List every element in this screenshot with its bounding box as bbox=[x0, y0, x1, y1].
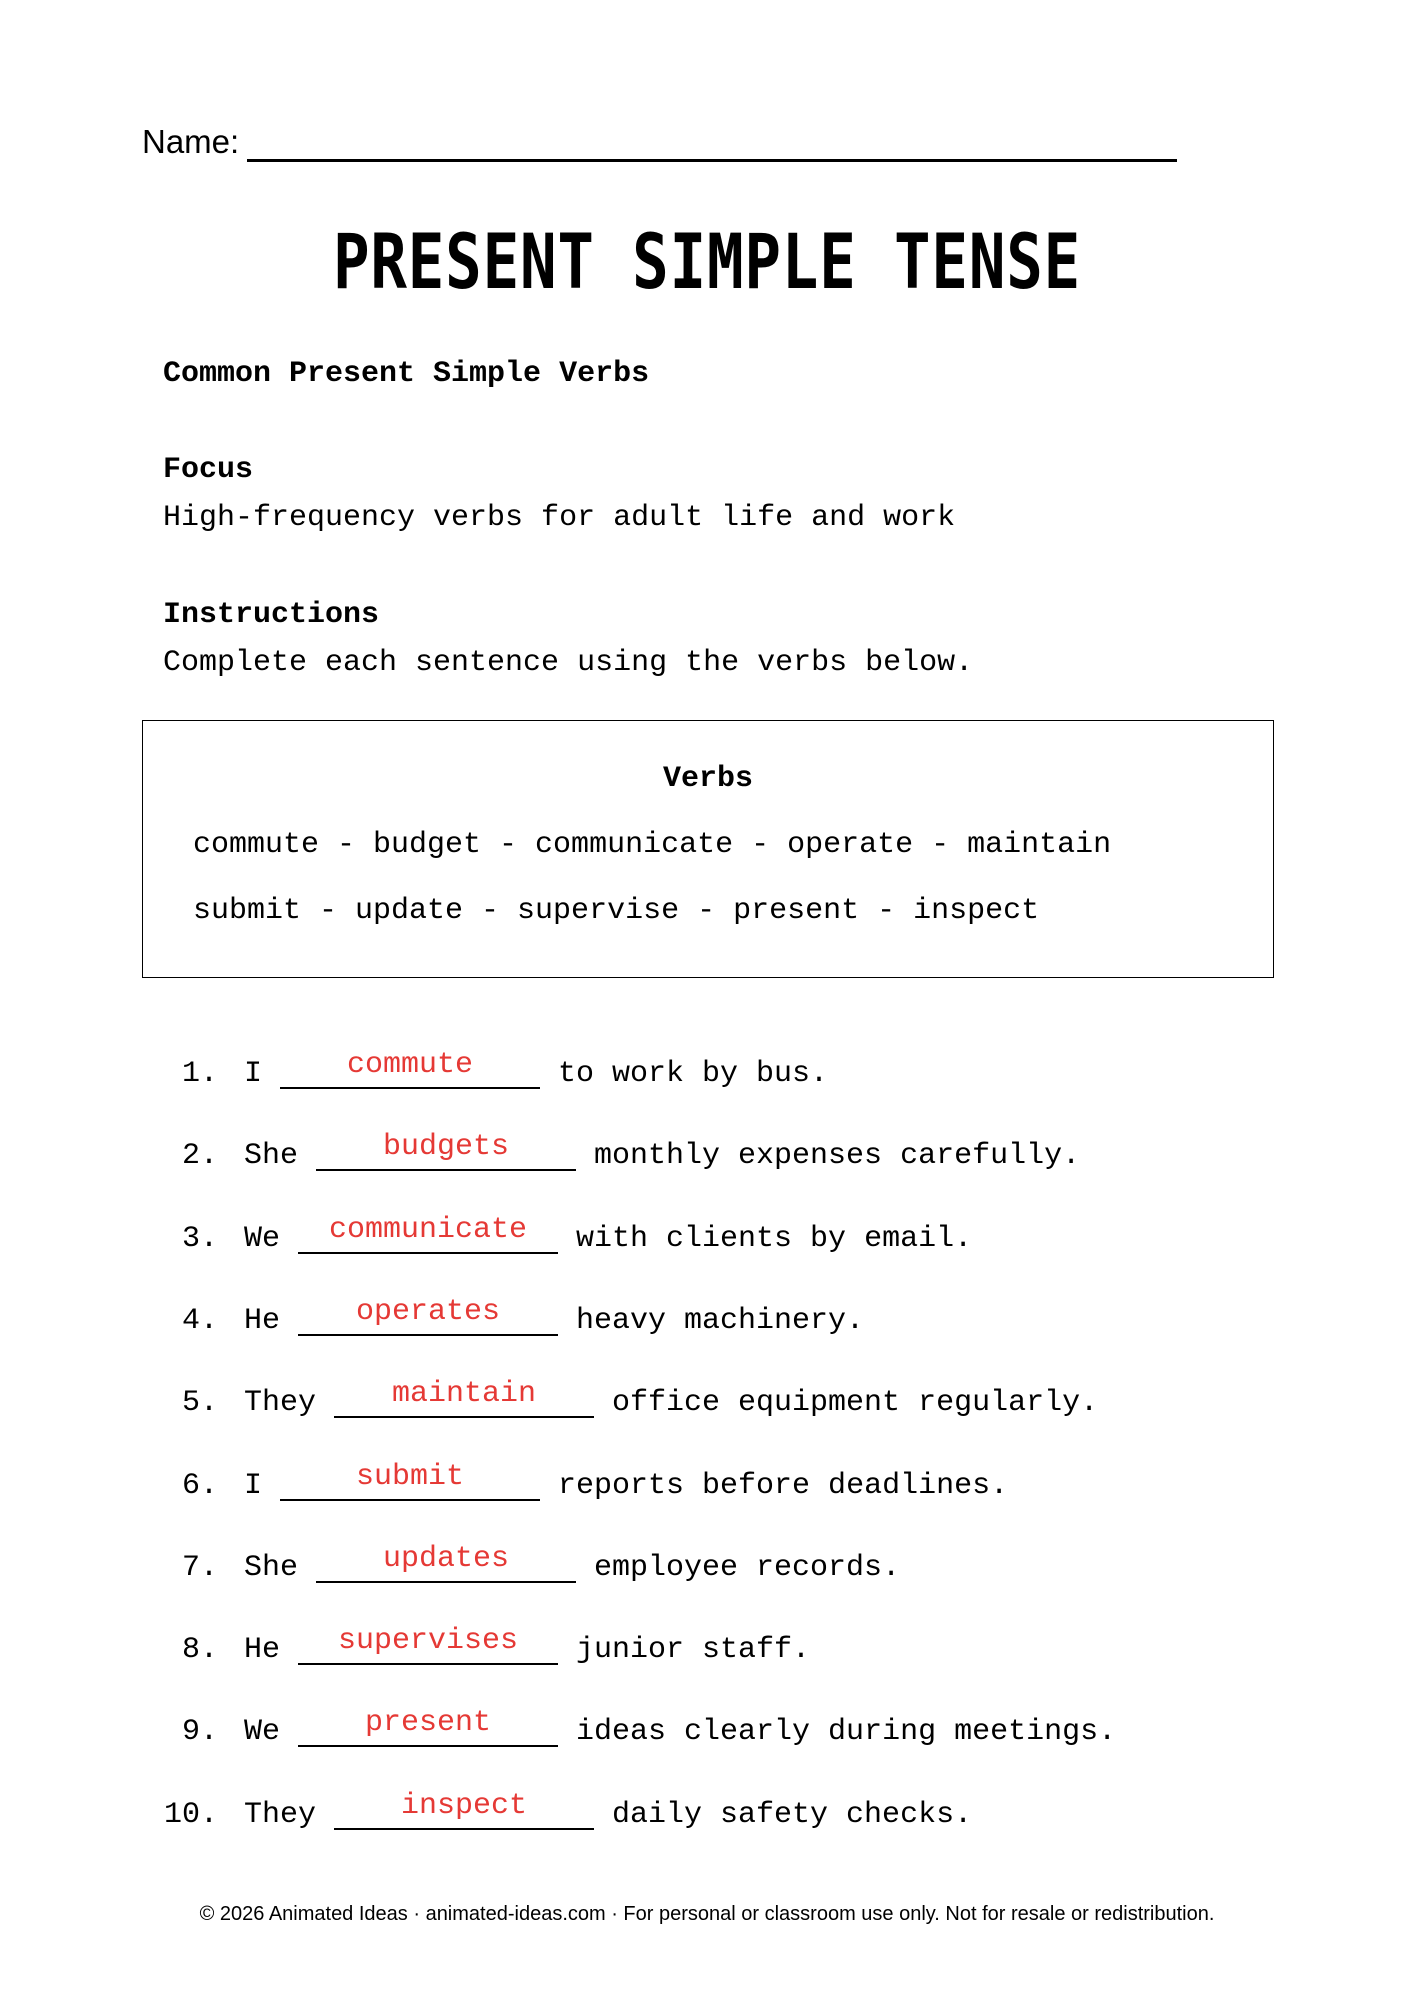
exercise-row bbox=[0, 1377, 1414, 1433]
exercise-row bbox=[0, 1130, 1414, 1186]
blank-underline bbox=[280, 1087, 540, 1089]
exercise-sentence bbox=[244, 1541, 901, 1588]
exercise-row bbox=[0, 1541, 1414, 1598]
answer-text: maintain bbox=[392, 1377, 537, 1412]
name-blank-line[interactable] bbox=[247, 129, 1177, 162]
focus-heading: Focus bbox=[163, 453, 254, 487]
exercise-sentence bbox=[244, 1377, 1099, 1423]
exercise-rest: junior staff. bbox=[576, 1633, 811, 1668]
subtitle: Common Present Simple Verbs bbox=[163, 357, 650, 391]
answer-blank[interactable] bbox=[280, 1459, 540, 1506]
answer-text: operates bbox=[356, 1294, 501, 1329]
exercise-sentence bbox=[244, 1459, 1009, 1506]
answer-text: budgets bbox=[383, 1130, 510, 1165]
exercise-rest: with clients by email. bbox=[576, 1221, 973, 1256]
exercise-number: 10. bbox=[163, 1797, 218, 1832]
blank-underline bbox=[316, 1581, 576, 1583]
exercise-subject: She bbox=[244, 1550, 299, 1585]
blank-underline bbox=[298, 1745, 558, 1747]
answer-blank[interactable] bbox=[334, 1377, 594, 1423]
instructions-text: Complete each sentence using the verbs below. bbox=[163, 646, 974, 680]
answer-blank[interactable] bbox=[280, 1048, 540, 1094]
exercise-subject: I bbox=[244, 1057, 263, 1091]
exercise-row bbox=[0, 1459, 1414, 1516]
exercise-sentence bbox=[244, 1624, 811, 1670]
answer-blank[interactable] bbox=[316, 1541, 576, 1588]
exercise-rest: to work by bus. bbox=[558, 1057, 829, 1091]
exercise-rest: daily safety checks. bbox=[612, 1797, 973, 1832]
answer-blank[interactable] bbox=[298, 1294, 558, 1341]
exercise-number: 4. bbox=[181, 1303, 218, 1338]
exercise-sentence bbox=[244, 1294, 865, 1341]
exercise-number: 7. bbox=[181, 1550, 218, 1585]
answer-blank[interactable] bbox=[298, 1706, 558, 1752]
exercise-subject: He bbox=[244, 1303, 281, 1338]
exercise-subject: I bbox=[244, 1468, 263, 1503]
verb-box-title: Verbs bbox=[662, 762, 753, 796]
exercise-sentence bbox=[244, 1212, 973, 1259]
blank-underline bbox=[280, 1499, 540, 1501]
exercise-subject: They bbox=[244, 1386, 317, 1421]
exercise-number: 1. bbox=[181, 1057, 218, 1091]
blank-underline bbox=[334, 1416, 594, 1418]
exercise-rest: reports before deadlines. bbox=[558, 1468, 1009, 1503]
exercise-subject: We bbox=[244, 1221, 281, 1256]
exercise-number: 6. bbox=[181, 1468, 218, 1503]
exercise-subject: He bbox=[244, 1633, 281, 1668]
footer-copyright: © 2026 Animated Ideas · animated-ideas.com · For personal or classroom use only. Not for resale or redistribution. bbox=[199, 1903, 1215, 1925]
answer-text: present bbox=[365, 1706, 492, 1741]
answer-blank[interactable] bbox=[316, 1130, 576, 1176]
blank-underline bbox=[298, 1252, 558, 1254]
exercise-row bbox=[0, 1624, 1414, 1680]
exercise-row bbox=[0, 1212, 1414, 1269]
exercise-subject: We bbox=[244, 1715, 281, 1750]
exercise-rest: ideas clearly during meetings. bbox=[576, 1715, 1117, 1750]
exercise-subject: They bbox=[244, 1797, 317, 1832]
exercise-sentence bbox=[244, 1130, 1081, 1176]
exercise-row bbox=[0, 1048, 1414, 1104]
verb-box bbox=[142, 720, 1274, 978]
name-label: Name: bbox=[142, 123, 240, 160]
exercise-sentence bbox=[244, 1706, 1117, 1752]
answer-text: supervises bbox=[338, 1624, 519, 1659]
page-title: PRESENT SIMPLE TENSE bbox=[332, 217, 1082, 306]
focus-text: High-frequency verbs for adult life and work bbox=[163, 501, 956, 535]
exercise-rest: employee records. bbox=[594, 1550, 901, 1585]
answer-text: communicate bbox=[328, 1212, 528, 1247]
exercise-number: 5. bbox=[181, 1386, 218, 1421]
exercise-sentence bbox=[244, 1788, 973, 1835]
answer-blank[interactable] bbox=[298, 1212, 558, 1259]
exercise-number: 2. bbox=[181, 1139, 218, 1174]
exercise-rest: heavy machinery. bbox=[576, 1303, 865, 1338]
answer-text: inspect bbox=[401, 1788, 528, 1823]
blank-underline bbox=[316, 1169, 576, 1171]
answer-blank[interactable] bbox=[298, 1624, 558, 1670]
blank-underline bbox=[298, 1663, 558, 1665]
exercise-row bbox=[0, 1294, 1414, 1351]
exercise-row bbox=[0, 1788, 1414, 1845]
name-field-row bbox=[142, 122, 1177, 162]
answer-text: updates bbox=[383, 1541, 510, 1576]
answer-text: submit bbox=[356, 1459, 465, 1494]
exercise-rest: office equipment regularly. bbox=[612, 1386, 1099, 1421]
exercise-number: 8. bbox=[181, 1633, 218, 1668]
verb-row-2: submit - update - supervise - present - inspect bbox=[193, 894, 1040, 928]
blank-underline bbox=[334, 1828, 594, 1830]
exercise-rest: monthly expenses carefully. bbox=[594, 1139, 1081, 1174]
exercise-subject: She bbox=[244, 1139, 299, 1174]
exercise-sentence bbox=[244, 1048, 829, 1094]
exercise-number: 9. bbox=[181, 1715, 218, 1750]
instructions-heading: Instructions bbox=[163, 598, 380, 632]
blank-underline bbox=[298, 1334, 558, 1336]
exercise-row bbox=[0, 1706, 1414, 1762]
answer-text: commute bbox=[347, 1048, 474, 1082]
exercise-number: 3. bbox=[181, 1221, 218, 1256]
verb-row-1: commute - budget - communicate - operate - maintain bbox=[193, 828, 1112, 862]
answer-blank[interactable] bbox=[334, 1788, 594, 1835]
